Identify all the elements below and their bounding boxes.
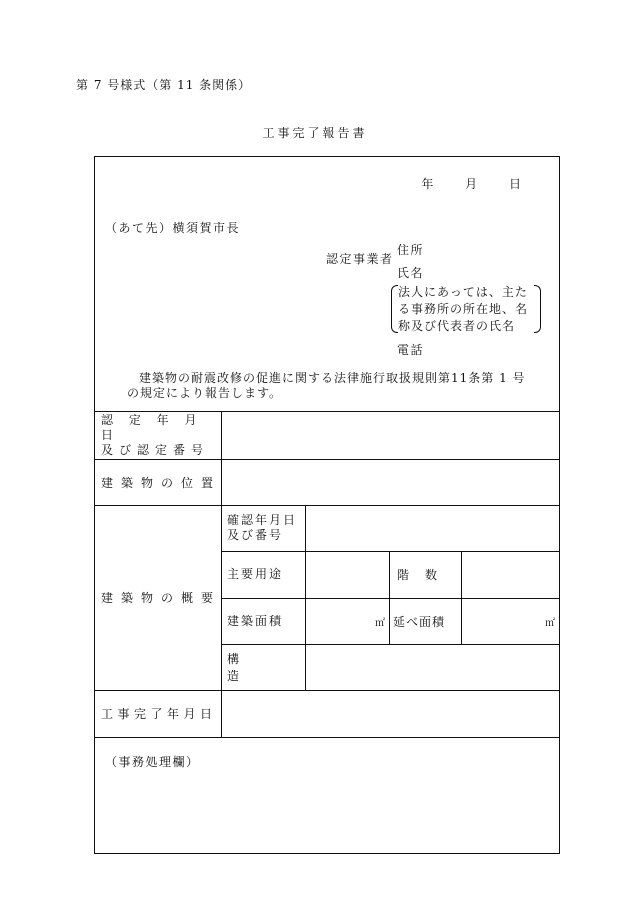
applicant-label: 認定事業者 [326,252,394,266]
location-label: 建築物の位置 [101,475,222,490]
divider [95,737,559,738]
overview-label: 建築物の概要 [101,591,222,605]
certification-field[interactable] [221,411,559,459]
unit-square-meter: ㎡ [375,617,385,629]
form-number: 第 7 号様式（第 11 条関係） [76,78,252,92]
completion-date-field[interactable] [221,690,559,737]
report-form [94,156,560,854]
completion-date-label: 工事完了年月日 [101,707,217,721]
total-floor-area-field[interactable] [461,598,559,644]
total-floor-area-label: 延べ面積 [393,614,446,629]
confirmation-label-line: 及び番号 [227,528,284,542]
document-title: 工事完了報告書 [262,126,368,140]
certification-label [101,411,221,459]
certification-label-line: 認 定 年 月 日 [101,412,203,442]
addressee: （あて先）横須賀市長 [105,221,241,235]
corporate-note-line: 法人にあっては、主た [398,285,528,299]
confirmation-field[interactable] [305,505,559,551]
name-label: 氏名 [397,266,425,280]
main-use-field[interactable] [305,551,389,598]
structure-field[interactable] [305,644,559,690]
corporate-note-line: る事務所の所在地、名 [398,302,529,316]
address-label: 住所 [397,243,425,257]
divider [389,551,390,644]
structure-label-text: 構造 [227,652,278,683]
corporate-note-line: 称及び代表者の氏名 [398,319,516,333]
building-area-label: 建築面積 [227,613,284,628]
unit-square-meter: ㎡ [545,617,555,629]
report-statement-line: 建築物の耐震改修の促進に関する法律施行取扱規則第11条第 1 号 [139,371,526,385]
main-use-label: 主要用途 [227,567,284,581]
report-statement [127,371,557,401]
office-use-label: （事務処理欄） [105,755,200,769]
structure-label [227,644,299,690]
confirmation-label-line: 確認年月日 [227,513,298,527]
floors-field[interactable] [461,551,559,598]
report-statement-line: の規定により報告します。 [127,386,283,400]
building-area-field[interactable] [305,598,389,644]
location-field[interactable] [221,459,559,505]
phone-label: 電話 [397,343,425,357]
date-field-label: 年 月 日 [421,177,535,191]
confirmation-label [227,505,305,551]
floors-label: 階数 [397,568,454,582]
corporate-note [391,284,541,334]
certification-label-line: 及び認定番号 [101,442,210,457]
